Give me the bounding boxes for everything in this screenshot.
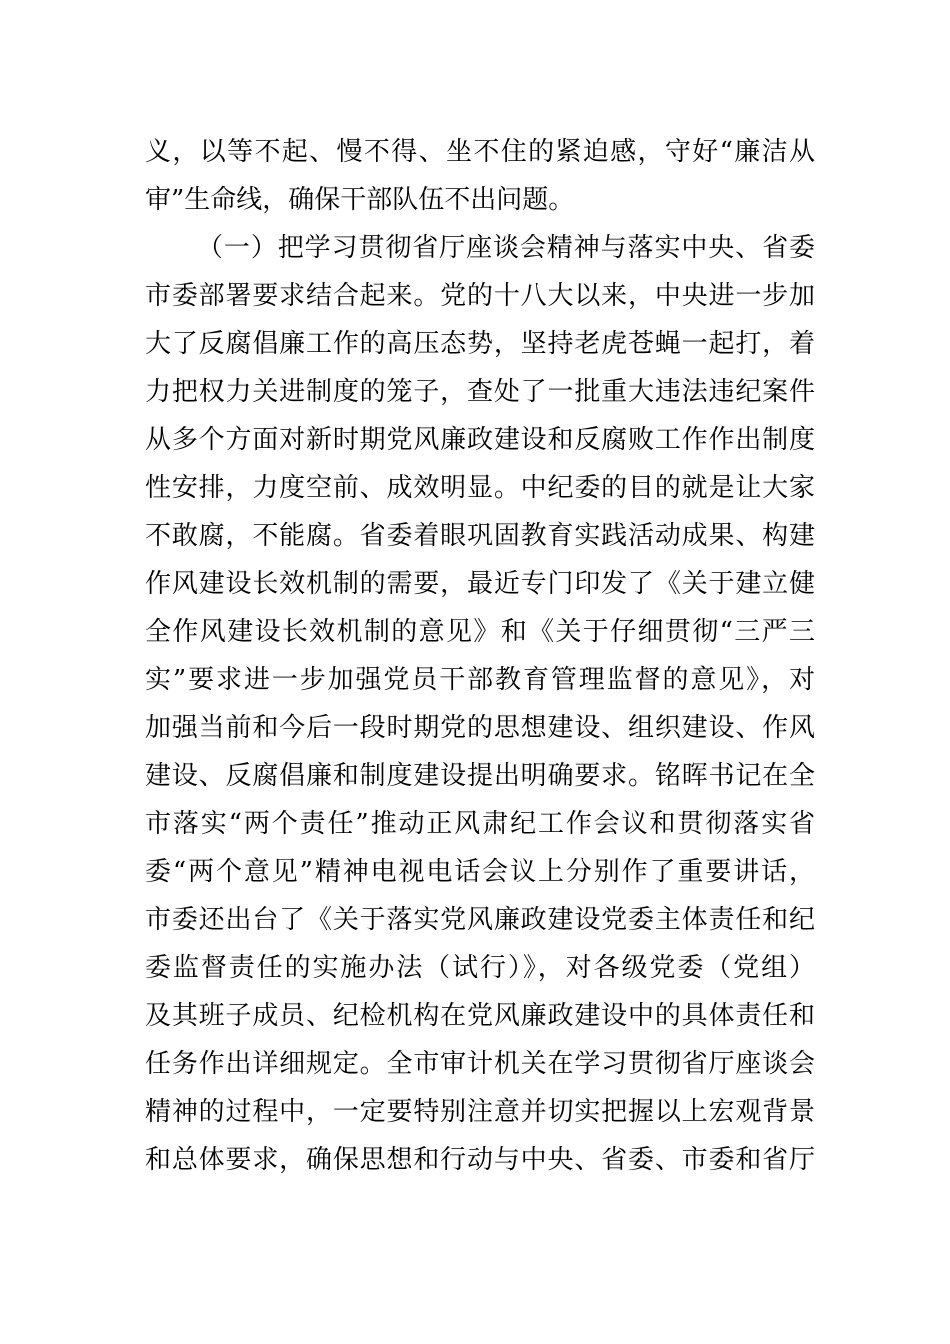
- text-line: 作风建设长效机制的需要，最近专门印发了《关于建立健: [145, 569, 815, 599]
- text-line: 和总体要求，确保思想和行动与中央、省委、市委和省厅: [145, 1145, 815, 1175]
- text-line: 市落实“两个责任”推动正风肃纪工作会议和贯彻落实省: [145, 809, 815, 839]
- text-line: 市委还出台了《关于落实党风廉政建设党委主体责任和纪: [145, 905, 815, 935]
- text-line: 大了反腐倡廉工作的高压态势，坚持老虎苍蝇一起打，着: [145, 329, 815, 359]
- text-line: 委“两个意见”精神电视电话会议上分别作了重要讲话，: [145, 857, 815, 887]
- paragraph-heading-line: （一）把学习贯彻省厅座谈会精神与落实中央、省委: [197, 233, 815, 263]
- text-line: 性安排，力度空前、成效明显。中纪委的目的就是让大家: [145, 473, 815, 503]
- text-line: 精神的过程中，一定要特别注意并切实把握以上宏观背景: [145, 1097, 815, 1127]
- text-line: 市委部署要求结合起来。党的十八大以来，中央进一步加: [145, 281, 815, 311]
- text-line: 任务作出详细规定。全市审计机关在学习贯彻省厅座谈会: [145, 1049, 815, 1079]
- text-line: 不敢腐，不能腐。省委着眼巩固教育实践活动成果、构建: [145, 521, 815, 551]
- text-line: 建设、反腐倡廉和制度建设提出明确要求。铭晖书记在全: [145, 761, 815, 791]
- text-line: 加强当前和今后一段时期党的思想建设、组织建设、作风: [145, 713, 815, 743]
- text-line: 实”要求进一步加强党员干部教育管理监督的意见》，对: [145, 665, 815, 695]
- text-line: 及其班子成员、纪检机构在党风廉政建设中的具体责任和: [145, 1001, 815, 1031]
- text-line: 力把权力关进制度的笼子，查处了一批重大违法违纪案件: [145, 377, 815, 407]
- text-line: 从多个方面对新时期党风廉政建设和反腐败工作作出制度: [145, 425, 815, 455]
- text-line: 审”生命线，确保干部队伍不出问题。: [145, 185, 575, 215]
- body-text: [145, 128, 815, 1184]
- text-line: 委监督责任的实施办法（试行）》，对各级党委（党组）: [145, 953, 815, 983]
- text-line: 义，以等不起、慢不得、坐不住的紧迫感，守好“廉洁从: [145, 137, 815, 167]
- text-line: 全作风建设长效机制的意见》和《关于仔细贯彻“三严三: [145, 617, 815, 647]
